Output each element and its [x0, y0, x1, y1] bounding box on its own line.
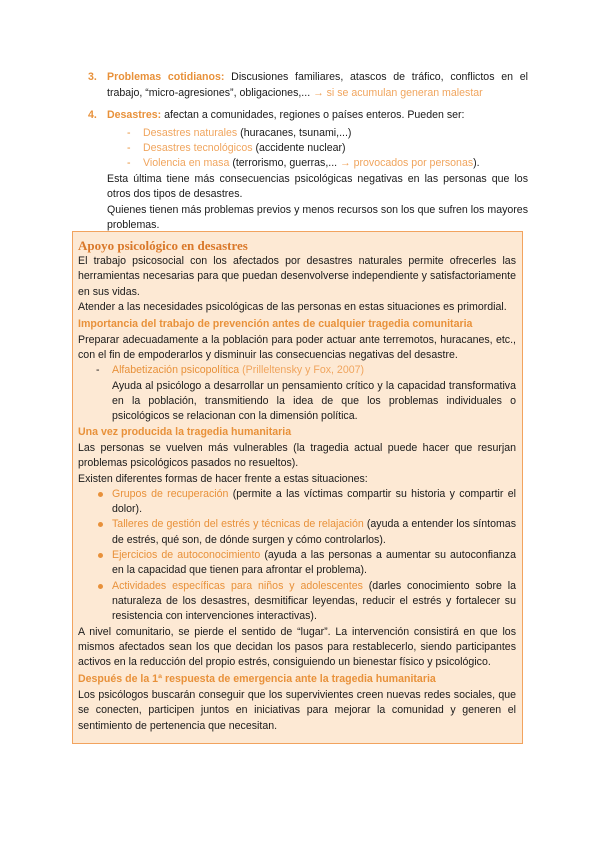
paragraph: Atender a las necesidades psicológicas de las personas en estas situaciones es primordial.: [78, 300, 507, 313]
paragraph: Las personas se vuelven más vulnerables (la tragedia actual puede hacer que resurjan problemas psicológicos pasados no resueltos).: [78, 441, 516, 470]
list-item: Talleres de gestión del estrés y técnicas de relajación (ayuda a entender los síntomas de estrés, qué son, de dónde surgen y cómo controlarlos).: [78, 517, 516, 548]
paragraph: El trabajo psicosocial con los afectados por desastres naturales permite ofrecerles las herramientas necesarias para que puedan desenvolverse independiente y satisfactoriamente en sus vidas.: [78, 255, 516, 298]
item-number: 3.: [88, 71, 97, 83]
item-note: → si se acumulan generan malestar: [313, 86, 483, 99]
paragraph: Los psicólogos buscarán conseguir que los supervivientes creen nuevas redes sociales, que se conecten, participen juntos en iniciativas para mejorar la comunidad y generen el sentimiento de pertenencia que necesitan.: [78, 688, 516, 732]
list-item-desastres: [88, 108, 528, 233]
paragraph: A nivel comunitario, se pierde el sentido de “lugar”. La intervención consistirá en que los mismos afectados sean los que decidan los pasos para restablecerlo, siendo participantes activos en la reducción del propio estrés, consiguiendo un bienestar físico y psicológico.: [78, 625, 516, 669]
item-title: Desastres:: [107, 109, 162, 121]
sub-item: - Alfabetización psicopolítica (Prilleltensky y Fox, 2007): [96, 364, 365, 377]
bullet-icon: [98, 553, 103, 558]
item-text: afectan a comunidades, regiones o países enteros. Pueden ser:: [161, 109, 465, 121]
strategies-list: [78, 487, 516, 625]
box-title: Apoyo psicológico en desastres: [78, 238, 248, 253]
paragraph: Existen diferentes formas de hacer frente a estas situaciones:: [78, 472, 368, 485]
list-item: Grupos de recuperación (permite a las víctimas compartir su historia y compartir el dolor).: [78, 487, 516, 518]
item-text: Discusiones familiares, atascos de tráfico, conflictos en el trabajo, “micro-agresiones”, obligaciones,...: [107, 71, 528, 99]
list-item-problemas-cotidianos: [88, 70, 528, 101]
disaster-type-tecnologico: - Desastres tecnológicos (accidente nuclear): [127, 141, 346, 154]
bullet-icon: [98, 492, 103, 497]
bullet-icon: [98, 584, 103, 589]
section-heading: Importancia del trabajo de prevención antes de cualquier tragedia comunitaria: [78, 318, 473, 331]
list-item: Actividades específicas para niños y adolescentes (darles conocimiento sobre la naturaleza de los desastres, desmitificar leyendas, reducir el estrés y fortalecer su resistencia con intervenciones interactivas).: [78, 579, 516, 625]
item-title: Problemas cotidianos:: [107, 71, 225, 83]
section-heading: Después de la 1ª respuesta de emergencia ante la tragedia humanitaria: [78, 673, 436, 686]
bullet-icon: [98, 522, 103, 527]
paragraph: Quienes tienen más problemas previos y menos recursos son los que sufren los mayores problemas.: [107, 203, 528, 231]
item-number: 4.: [88, 109, 97, 121]
sub-item-text: Ayuda al psicólogo a desarrollar un pensamiento crítico y la capacidad transformativa en la población, transmitiendo la idea de que los problemas individuales o psicológicos se relacionan con la dimensión política.: [112, 379, 516, 423]
paragraph: Esta última tiene más consecuencias psicológicas negativas en las personas que los otros dos tipos de desastres.: [107, 172, 528, 200]
highlight-box: [72, 231, 523, 744]
disaster-type-violencia: - Violencia en masa (terrorismo, guerras,... → provocados por personas).: [127, 156, 480, 169]
section-heading: Una vez producida la tragedia humanitaria: [78, 426, 292, 439]
disaster-type-natural: - Desastres naturales (huracanes, tsunami,...): [127, 126, 352, 139]
disaster-types-list: [107, 126, 528, 171]
list-item: Ejercicios de autoconocimiento (ayuda a las personas a aumentar su autoconfianza en la capacidad que tienen para afrontar el problema).: [78, 548, 516, 579]
paragraph: Preparar adecuadamente a la población para poder actuar ante terremotos, huracanes, etc., con el fin de empoderarlos y disminuir las consecuencias negativas del desastre.: [78, 333, 516, 361]
